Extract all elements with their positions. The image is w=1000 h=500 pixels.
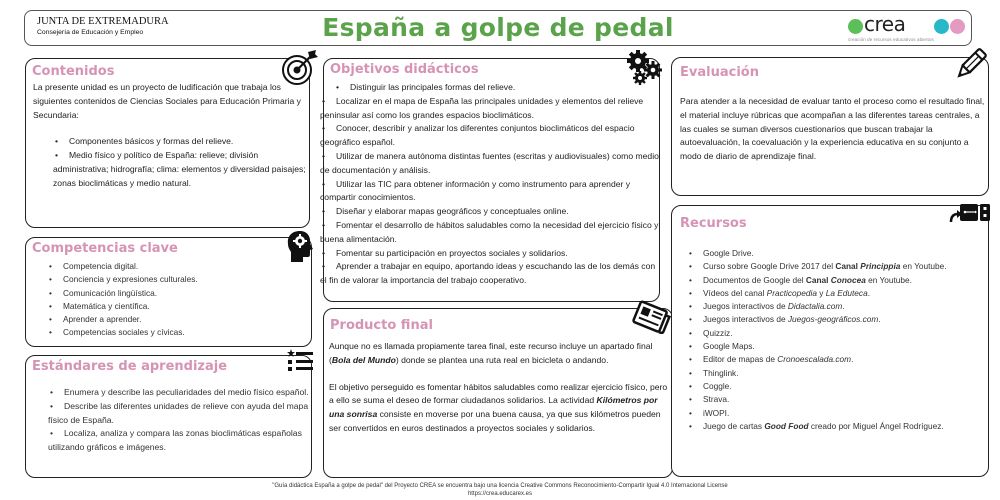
- footer: [0, 483, 1000, 498]
- recursos-list: [675, 247, 975, 433]
- evaluacion-title: Evaluación: [680, 65, 759, 80]
- recursos-item-text: creado por Miguel Ángel Rodríguez.: [808, 420, 944, 431]
- recursos-item-text: .: [867, 287, 870, 298]
- objetivos-panel: [320, 58, 660, 302]
- kilometros-emphasis: Kilómetros por una sonrisa: [329, 395, 658, 420]
- newspaper-icon: [631, 300, 671, 334]
- recursos-item-text: .: [851, 354, 854, 365]
- head-gear-icon: [285, 229, 315, 263]
- competencias-list: [35, 260, 295, 340]
- canal-label: Canal: [835, 261, 858, 272]
- producto-body: [329, 340, 671, 436]
- recursos-item-text: Coggle.: [703, 380, 732, 391]
- recursos-item-text: .: [842, 301, 845, 312]
- recursos-item: [675, 353, 975, 366]
- producto-p2-text: El objetivo perseguido es fomentar hábitos saludables como realizar ejercicio físico, pero a ello se suma el deseo de formar ciudadanos solidarios. La actividad: [329, 381, 668, 406]
- recursos-item: [675, 287, 975, 300]
- competencias-item: • Conciencia y expresiones culturales.: [35, 273, 295, 286]
- objetivos-item: • Diseñar y elaborar mapas geográficos y conceptuales online.: [320, 205, 660, 219]
- recursos-item-text: Thinglink.: [703, 367, 739, 378]
- recursos-item: [675, 260, 975, 273]
- crea-teal-dot: [934, 19, 949, 34]
- objetivos-item: • Fomentar su participación en proyectos sociales y solidarios.: [320, 247, 660, 261]
- recursos-item-text: y: [816, 287, 826, 298]
- recursos-panel: [671, 205, 989, 477]
- footer-url-link[interactable]: https://crea.educarex.es: [467, 490, 533, 497]
- recursos-item-text: .: [878, 314, 881, 325]
- recursos-item-text: Google Maps.: [703, 341, 755, 352]
- contenidos-title: Contenidos: [32, 64, 115, 79]
- didactalia-link[interactable]: Didactalia.com: [787, 301, 843, 312]
- recursos-item-text: Strava.: [703, 394, 730, 405]
- competencias-item: • Aprender a aprender.: [35, 313, 295, 326]
- producto-paragraph-1: [329, 340, 671, 368]
- list-icon: [287, 349, 315, 373]
- evaluacion-panel: [671, 57, 989, 196]
- crea-logo-word: crea: [864, 12, 906, 36]
- recursos-item: [675, 300, 975, 313]
- canal-label: Canal: [805, 274, 829, 285]
- estandares-title: Estándares de aprendizaje: [32, 359, 228, 374]
- recursos-title: Recursos: [680, 216, 747, 231]
- contenidos-intro: La presente unidad es un proyecto de ludificación que trabaja los siguientes contenidos de Ciencias Sociales para Educación Primaria y Secundaria:: [33, 82, 301, 120]
- producto-p1-text: Aunque no es llamada propiamente tarea final, este recurso incluye un apartado final (: [329, 341, 653, 365]
- objetivos-list: [320, 81, 660, 288]
- contenidos-panel: [25, 58, 310, 228]
- recursos-item-text: Documentos de Google del: [703, 274, 806, 285]
- license-text: "Guía didáctica España a golpe de pedal" del Proyecto CREA se encuentra bajo una licencia Creative Commons Reconocimiento-Compartir Igual 4.0 Internacional License: [272, 483, 728, 489]
- objetivos-item: • Fomentar el desarrollo de hábitos saludables como la necesidad del ejercicio físico y buena alimentación.: [320, 219, 660, 247]
- conocea-link[interactable]: Conocea: [830, 274, 866, 285]
- recursos-item: [675, 247, 975, 260]
- evaluacion-body: Para atender a la necesidad de evaluar tanto el proceso como el resultado final, el material incluye rúbricas que acompañan a las diferentes tareas centrales, a las cuales se suman diversos cuestionarios que buscan trabajar la autoevaluación, la coevaluación y la experiencia educativa en su conjunto a modo de diario de aprendizaje final.: [680, 96, 985, 162]
- producto-paragraph-2: [329, 381, 671, 436]
- producto-p2-text-end: consiste en moverse por una buena causa, ya que sus kilómetros pueden ser convertidos en euros destinados a proyectos sociales y solidarios.: [329, 409, 661, 433]
- recursos-item-text: Curso sobre Google Drive 2017 del: [703, 261, 836, 272]
- recursos-item: [675, 327, 975, 340]
- competencias-item: • Matemática y científica.: [35, 300, 295, 313]
- recursos-item-text: Google Drive.: [703, 248, 754, 258]
- crea-logo: [848, 12, 968, 44]
- good-food-emphasis: Good Food: [764, 420, 809, 431]
- recursos-item: [675, 420, 975, 433]
- recursos-item-text: Juegos interactivos de: [703, 314, 788, 325]
- objetivos-item: • Conocer, describir y analizar los diferentes conjuntos bioclimáticos del espacio geográfico español.: [320, 122, 660, 150]
- practicopedia-link[interactable]: Practicopedia: [766, 287, 817, 298]
- usb-icon: [948, 202, 994, 224]
- competencias-item: • Competencia digital.: [35, 260, 295, 273]
- objetivos-item: • Aprender a trabajar en equipo, aportando ideas y escuchando las de los demás con el fin de valorar la importancia del trabajo cooperativo.: [320, 260, 660, 288]
- recursos-item-text: Vídeos del canal: [703, 287, 767, 298]
- contenidos-item: • Medio físico y político de España: relieve; división administrativa; hidrografía; clima: elementos y diversidad paisajes; zonas bioclimáticas y medio natural.: [33, 149, 308, 190]
- page-title: España a golpe de pedal: [322, 13, 674, 42]
- recursos-item: [675, 380, 975, 393]
- recursos-item-text: en Youtube.: [900, 261, 947, 272]
- crea-green-dot: [848, 19, 863, 34]
- recursos-item: [675, 340, 975, 353]
- recursos-item: [675, 367, 975, 380]
- recursos-item: [675, 274, 975, 287]
- pencil-icon: [955, 48, 987, 80]
- contenidos-item: • Componentes básicos y formas del relieve.: [33, 135, 308, 149]
- juegos-geograficos-link[interactable]: Juegos-geográficos.com: [787, 314, 879, 325]
- recursos-item: [675, 313, 975, 326]
- recursos-item-text: Quizziz.: [703, 327, 733, 338]
- recursos-item-text: Juego de cartas: [703, 420, 765, 431]
- crea-pink-dot: [950, 19, 965, 34]
- recursos-item-text: en Youtube.: [865, 274, 912, 285]
- estandares-panel: [25, 355, 312, 478]
- producto-p1-text-end: ) donde se plantea una ruta real en bicicleta o andando.: [395, 354, 609, 365]
- producto-panel: [323, 308, 673, 478]
- estandares-item: • Localiza, analiza y compara las zonas bioclimáticas españolas utilizando gráficos e imágenes.: [48, 427, 310, 455]
- org-subtitle: Consejería de Educación y Empleo: [37, 29, 144, 36]
- competencias-item: • Comunicación lingüística.: [35, 287, 295, 300]
- target-icon: [280, 48, 320, 88]
- gears-icon: [624, 48, 664, 88]
- objetivos-item: • Distinguir las principales formas del relieve.: [320, 81, 660, 95]
- recursos-item-text: Editor de mapas de: [703, 354, 778, 365]
- recursos-item-text: iWOPI.: [703, 407, 730, 418]
- objetivos-item: • Utilizar de manera autónoma distintas fuentes (escritas y audiovisuales) como medio de documentación y análisis.: [320, 150, 660, 178]
- recursos-item-text: Juegos interactivos de: [703, 301, 788, 312]
- objetivos-item: • Localizar en el mapa de España las principales unidades y elementos del relieve peninsular así como los grandes espacios bioclimáticos.: [320, 95, 660, 123]
- header-banner: [24, 10, 972, 46]
- la-eduteca-link[interactable]: La Eduteca: [825, 287, 868, 298]
- crea-logo-tagline: creación de recursos educativos abiertos: [848, 37, 934, 42]
- objetivos-item: • Utilizar las TIC para obtener información y como instrumento para aprender y compartir conocimientos.: [320, 178, 660, 206]
- estandares-item: • Enumera y describe las peculiaridades del medio físico español.: [48, 386, 310, 400]
- competencias-item: • Competencias sociales y cívicas.: [35, 326, 295, 339]
- objetivos-title: Objetivos didácticos: [330, 62, 479, 77]
- contenidos-body: [33, 81, 308, 191]
- competencias-panel: [25, 237, 312, 347]
- competencias-title: Competencias clave: [32, 241, 178, 256]
- bola-del-mundo-emphasis: Bola del Mundo: [331, 354, 396, 365]
- recursos-item: [675, 407, 975, 420]
- estandares-item: • Describe las diferentes unidades de relieve con ayuda del mapa físico de España.: [48, 400, 310, 428]
- recursos-item: [675, 393, 975, 406]
- cronoescalada-link[interactable]: Cronoescalada.com: [777, 354, 852, 365]
- princippia-link[interactable]: Princippia: [860, 261, 901, 272]
- estandares-list: [48, 386, 310, 455]
- org-title: JUNTA DE EXTREMADURA: [37, 16, 169, 27]
- producto-title: Producto final: [330, 318, 433, 333]
